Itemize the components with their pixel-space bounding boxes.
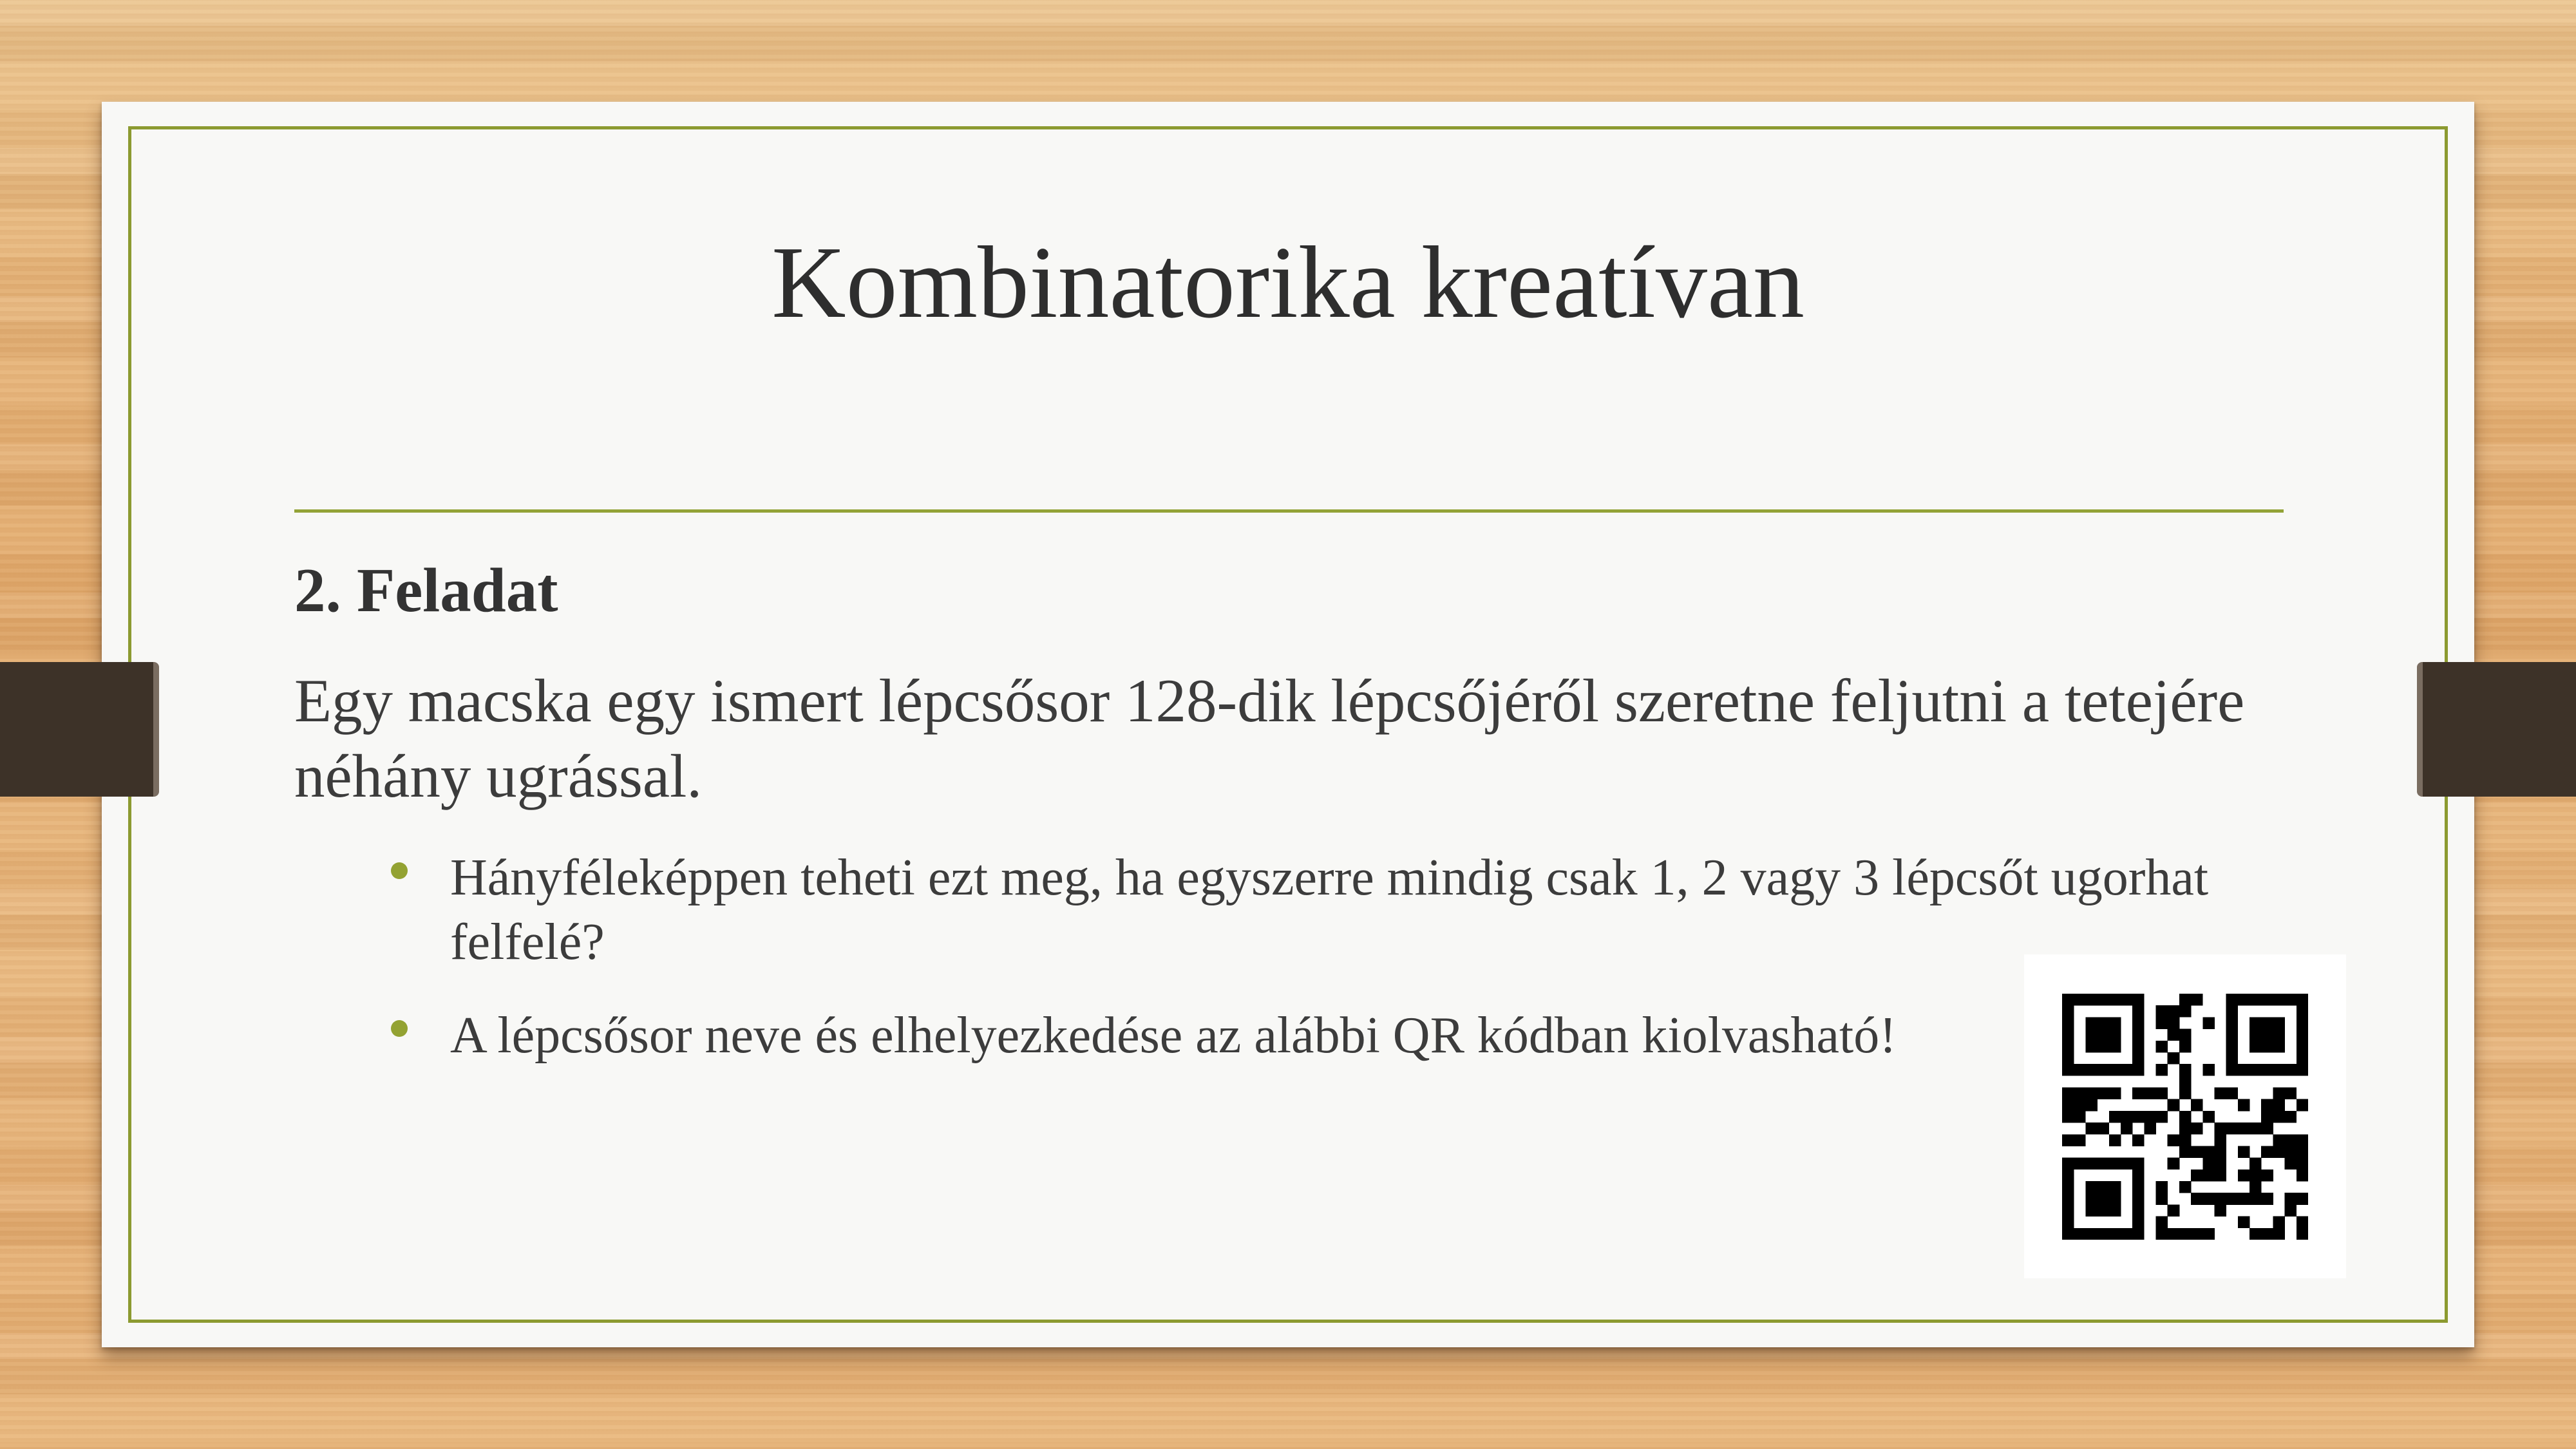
title-divider bbox=[294, 509, 2284, 513]
bullet-item bbox=[450, 1003, 2292, 1068]
bullet-icon bbox=[391, 862, 408, 879]
qr-code bbox=[2062, 994, 2308, 1240]
bullet-text: A lépcsősor neve és elhelyezkedése az alábbi QR kódban kiolvasható! bbox=[450, 1007, 1897, 1064]
bullet-item bbox=[450, 846, 2292, 974]
right-binder-strip bbox=[2417, 662, 2576, 797]
slide-title: Kombinatorika kreatívan bbox=[772, 225, 1804, 339]
left-binder-strip bbox=[0, 662, 159, 797]
qr-panel bbox=[2024, 954, 2346, 1278]
task-text: Egy macska egy ismert lépcsősor 128-dik lépcsőjéről szeretne feljutni a tetejére néhány ugrással. bbox=[294, 667, 2245, 810]
task-heading: 2. Feladat bbox=[294, 556, 558, 625]
bullet-icon bbox=[391, 1020, 408, 1037]
bullet-text: Hányféleképpen teheti ezt meg, ha egyszerre mindig csak 1, 2 vagy 3 lépcsőt ugorhat felfelé? bbox=[450, 849, 2209, 971]
